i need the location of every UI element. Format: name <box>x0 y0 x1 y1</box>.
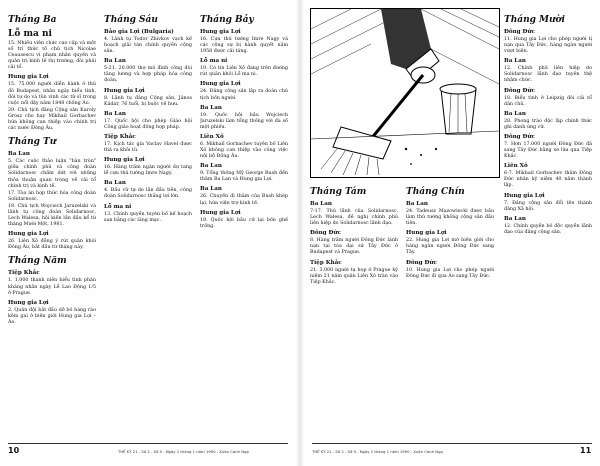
country-heading: Đông Đức <box>406 259 437 266</box>
right-footer-line: THẾ KỶ 21 - Số 2 - Số 9 - Ngày 1 tháng 1 năm 1990 - Xuân Canh Ngọ <box>312 449 443 454</box>
event-entry: 11. Hung gia Lợi cho phép người tị nạn qua Tây Đức, hàng ngàn người vượt biên. <box>504 37 592 55</box>
event-entry: 16. Cựu thủ tướng Imre Nagy và các cộng sự bị hành quyết năm 1958 được cải táng. <box>200 37 288 55</box>
left-page <box>0 0 296 466</box>
event-entry: 2. Quân đội bắt đầu dỡ bỏ hàng rào kẽm gai ở biên giới Hung gia Lợi – Áo. <box>8 307 96 325</box>
left-column-2 <box>104 10 192 440</box>
month-heading: Tháng Tư <box>8 137 57 148</box>
event-entry: 18. Biểu tình ở Leipzig đòi cải tổ dân chủ. <box>504 95 592 107</box>
event-entry: 19. Có tin Liên Xô đang trên đường rút quân khỏi Lỗ ma ni. <box>200 66 288 78</box>
event-entry: 26. Chuyến đi thăm của Bush khép lại, hứa viện trợ kinh tế. <box>200 194 288 206</box>
month-heading: Tháng Bảy <box>200 15 254 25</box>
left-footer-line: THẾ KỶ 21 - Số 2 - Số 9 - Ngày 1 tháng 1 năm 1990 - Xuân Canh Ngọ <box>118 449 249 454</box>
country-heading: Hung gia Lợi <box>8 74 49 81</box>
event-entry: 13. Chính quyền tuyên bố kế hoạch san bằng các làng mạc. <box>104 211 192 223</box>
event-entry: 8. Lãnh tụ đảng Cộng sản, János Kádár, 76 tuổi, bị buộc về hưu. <box>104 95 192 107</box>
event-entry: 15. Nhiều viên chức cao cấp và một số trí thức tố chủ tịch Nicolae Ceausescu vi phạm nhân quyền và quản trị kinh tế thị trường, đòi phải cải tổ. <box>8 41 96 71</box>
month-heading: Tháng Ba <box>8 15 57 25</box>
country-heading: Hung gia Lợi <box>200 81 241 88</box>
month-heading: Tháng Sáu <box>104 15 158 25</box>
illustration-drawing <box>311 9 499 177</box>
event-entry: 15. 75.000 người diễn hành ở thủ đô Budapest, nhân ngày biểu tình, đòi tự do và tôn vinh các tử sĩ trong cuộc nổi dậy năm 1848 chống Áo. <box>8 82 96 106</box>
month-heading: Tháng Mười <box>504 15 565 25</box>
country-heading: Hung gia Lợi <box>504 192 545 199</box>
event-entry: 18. Chủ tịch Wojciech Jaruzelski và lãnh tụ công đoàn Solidarnosc, Lech Walesa, hội kiến lần đầu kể từ tháng Mười Một, 1981. <box>8 203 96 228</box>
event-entry: 22. Hung gia Lợi mở biên giới cho hàng ngàn người Đông Đức sang Tây. <box>406 238 494 256</box>
country-heading: Lỗ ma ni <box>8 29 52 39</box>
right-column-1 <box>310 182 398 440</box>
event-entry: 12. Chính phủ liên hiệp do Solidarnosc lãnh đạo tuyên thệ nhậm chức. <box>504 66 592 84</box>
event-entry: 10. Hung gia Lợi cho phép người Đông Đức đi qua Áo sang Tây Đức. <box>406 267 494 279</box>
event-entry: 12. Chính quyền bỏ độc quyền lãnh đạo của đảng cộng sản. <box>504 223 592 235</box>
event-entry: 6-7. Mikhail Gorbachev thăm Đông Đức nhân kỷ niệm 40 năm thành lập. <box>504 171 592 189</box>
event-entry: 7. Đảng cộng sản đổi tên thành đảng Xã hội. <box>504 200 592 212</box>
event-entry: 21. 3.000 người tụ họp ở Prague kỷ niệm 21 năm quân Liên Xô tràn vào Tiệp Khắc. <box>310 267 398 285</box>
footer-rule <box>312 443 592 444</box>
country-heading: Hung gia Lợi <box>104 87 145 94</box>
country-heading: Ba Lan <box>310 201 332 207</box>
event-entry: 17. Kịch tác gia Vaclav Havel được thả ra khỏi tù. <box>104 141 192 154</box>
country-heading: Hung gia Lợi <box>104 157 145 164</box>
country-heading: Ba Lan <box>104 58 126 65</box>
country-heading: Lỗ ma ni <box>200 58 228 65</box>
country-heading: Ba Lan <box>8 151 30 158</box>
page-gutter <box>296 0 304 466</box>
left-column-3 <box>200 10 288 440</box>
country-heading: Đông Đức <box>310 230 341 237</box>
country-heading: Ba Lan <box>104 110 126 117</box>
country-heading: Tiệp Khắc <box>8 270 40 277</box>
right-column-3 <box>504 10 592 440</box>
country-heading: Ba Lan <box>504 110 526 117</box>
event-entry: 19. Quốc hội bầu cử lại bốn ghế trống. <box>200 217 288 229</box>
event-entry: 7-17. Thủ lãnh của Solidarnosc, Lech Walesa, đề nghị chính phủ liên hiệp do Solidarnosc lãnh đạo. <box>310 209 398 227</box>
broom-sweeping-illustration <box>310 8 500 178</box>
event-entry: 5. Các cuộc thảo luận "bàn tròn" giữa chính phủ và công đoàn Solidarnosc chấm dứt với những thỏa thuận quan trọng về cải tổ chính trị và kinh tế. <box>8 159 96 189</box>
event-entry: 7. Hơn 17.000 người Đông Đức đã sang Tây Đức bằng xe lửa qua Tiệp Khắc. <box>504 141 592 160</box>
country-heading: Ba Lan <box>200 163 222 170</box>
right-page <box>304 0 600 466</box>
country-heading: Tiệp Khắc <box>104 133 136 140</box>
event-entry: 26. Liên Xô đồng ý rút quân khỏi Đông Âu, bắt đầu từ tháng này. <box>8 239 96 251</box>
country-heading: Lỗ ma ni <box>104 203 132 210</box>
event-entry: 29. Chủ tịch đảng Cộng sản Karoly Grosz cho hay Mikhail Gorbachev hứa không can thiệp vào chính trị các nước Đông Âu. <box>8 107 96 132</box>
country-heading: Ba Lan <box>200 104 222 111</box>
right-page-number: 11 <box>580 446 592 455</box>
event-entry: 24. Tadeusz Mazowiecki được bầu làm thủ tướng không cộng sản đầu tiên. <box>406 209 494 227</box>
country-heading: Hung gia Lợi <box>406 230 447 237</box>
event-entry: 4. Lãnh tụ Todor Zhivkov vạch kế hoạch giải tán chính quyền cộng sản. <box>104 37 192 55</box>
event-entry: 19. Quốc hội bầu Wojciech Jaruzelski làm tổng thống với đa số một phiếu. <box>200 112 288 130</box>
country-heading: Đông Đức <box>504 29 535 35</box>
month-heading: Tháng Tám <box>310 187 367 197</box>
event-entry: 4. Bầu cử tự do lần đầu tiên, công đoàn Solidarnosc thắng lợi lớn. <box>104 188 192 200</box>
country-heading: Bảo gia Lợi (Bulgaria) <box>104 29 174 35</box>
left-column-1 <box>8 10 96 440</box>
event-entry: 17. Quốc hội cho phép Giáo hội Công giáo hoạt động hợp pháp. <box>104 118 192 130</box>
country-heading: Ba Lan <box>104 180 126 187</box>
left-page-number: 10 <box>8 446 20 455</box>
event-entry: 8. Hàng trăm người Đông Đức lánh nạn tại tòa đại sứ Tây Đức ở Budapest và Prague. <box>310 238 398 256</box>
country-heading: Đông Đức <box>504 87 535 94</box>
event-entry: 28. Phong trào độc lập chính thức ghi danh ứng cử. <box>504 118 592 130</box>
event-entry: 6. Mikhail Gorbachev tuyên bố Liên Xô không can thiệp vào công việc nội bộ Đông Âu. <box>200 141 288 160</box>
event-entry: 17. Tòa án hợp thức hóa công đoàn Solidarnosc. <box>8 190 96 202</box>
right-column-2 <box>406 182 494 440</box>
month-heading: Tháng Năm <box>8 256 67 267</box>
country-heading: Liên Xô <box>200 133 224 140</box>
country-heading: Tiệp Khắc <box>310 259 342 266</box>
country-heading: Hung gia Lợi <box>200 29 241 35</box>
country-heading: Ba Lan <box>200 186 222 193</box>
country-heading: Ba Lan <box>406 201 428 207</box>
month-heading: Tháng Chín <box>406 187 465 197</box>
footer-rule <box>8 443 288 444</box>
country-heading: Ba Lan <box>504 215 526 222</box>
event-entry: 9. Tổng thống Mỹ George Bush đến thăm Ba Lan và Hung gia Lợi. <box>200 171 288 183</box>
event-entry: 24. Đảng cộng sản lập ra đoàn chủ tịch bốn người. <box>200 89 288 101</box>
event-entry: 5-21. 20.000 thợ mỏ đình công đòi tăng lương và hợp pháp hóa công đoàn. <box>104 66 192 84</box>
event-entry: 1. 1.000 thanh niên biểu tình phản kháng nhân ngày Lễ Lao Động 1/5 ở Prague. <box>8 278 96 296</box>
country-heading: Liên Xô <box>504 163 528 170</box>
event-entry: 16. Hàng trăm ngàn người dự tang lễ cựu thủ tướng Imre Nagy. <box>104 165 192 177</box>
country-heading: Đông Đức <box>504 133 535 140</box>
country-heading: Ba Lan <box>504 58 526 65</box>
country-heading: Hung gia Lợi <box>200 209 241 216</box>
country-heading: Hung gia Lợi <box>8 299 49 306</box>
country-heading: Hung gia Lợi <box>8 231 49 238</box>
